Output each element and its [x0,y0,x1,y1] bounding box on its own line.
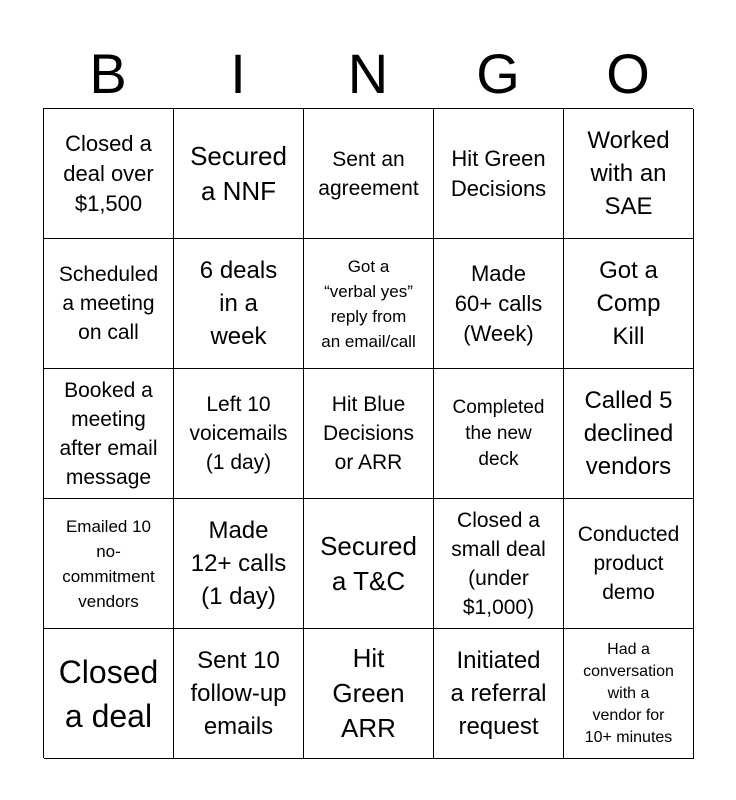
bingo-cell-r4-c3[interactable] [434,629,564,759]
cell-text: Made 12+ calls (1 day) [190,517,287,610]
cell-text: Left 10 voicemails (1 day) [189,393,288,474]
bingo-cell-r1-c1[interactable] [174,239,304,369]
cell-text: Conducted product demo [577,523,680,604]
bingo-cell-r0-c2[interactable] [304,109,434,239]
header-letter-n: N [347,42,389,105]
cell-text: Initiated a referral request [450,647,547,740]
cell-text: Sent an agreement [318,147,419,200]
bingo-cell-r1-c3[interactable] [434,239,564,369]
bingo-cell-r1-c2[interactable] [304,239,434,369]
bingo-cell-r3-c3[interactable] [434,499,564,629]
bingo-cell-r4-c4[interactable] [564,629,694,759]
header-letter-i: I [230,42,246,105]
bingo-cell-r3-c1[interactable] [174,499,304,629]
bingo-cell-r0-c3[interactable] [434,109,564,239]
cell-text: Made 60+ calls (Week) [454,260,543,346]
cell-text: Closed a deal over $1,500 [63,130,154,216]
cell-text: Hit Blue Decisions or ARR [322,393,415,474]
cell-text: Had a conversation with a vendor for 10+ minutes [583,640,674,746]
header-letter-b: B [89,42,127,105]
cell-text: Worked with an SAE [587,127,670,220]
bingo-cell-r2-c4[interactable] [564,369,694,499]
bingo-cell-r2-c2[interactable] [304,369,434,499]
cell-text: Scheduled a meeting on call [58,263,159,344]
cell-text: Sent 10 follow-up emails [190,647,287,740]
bingo-header [43,40,693,108]
cell-text: Hit Green Decisions [450,145,547,201]
bingo-board [43,108,693,758]
bingo-cell-r1-c4[interactable] [564,239,694,369]
bingo-cell-r0-c4[interactable] [564,109,694,239]
bingo-cell-r2-c1[interactable] [174,369,304,499]
bingo-cell-r0-c0[interactable] [44,109,174,239]
bingo-cell-r3-c2[interactable] [304,499,434,629]
cell-text: Secured a T&C [320,530,417,596]
cell-text: Hit Green ARR [332,643,405,743]
cell-text: Closed a deal [58,653,159,734]
cell-text: Booked a meeting after email message [59,378,158,489]
cell-text: Completed the new deck [452,396,545,470]
cell-text: 6 deals in a week [199,257,278,350]
header-letter-g: G [476,42,520,105]
bingo-cell-r2-c3[interactable] [434,369,564,499]
bingo-cell-r0-c1[interactable] [174,109,304,239]
cell-text: Closed a small deal (under $1,000) [451,508,546,619]
cell-text: Emailed 10 no- commitment vendors [62,516,155,611]
cell-text: Called 5 declined vendors [583,387,674,480]
bingo-cell-r1-c0[interactable] [44,239,174,369]
bingo-cell-r2-c0[interactable] [44,369,174,499]
cell-text: Secured a NNF [190,140,287,206]
bingo-cell-r3-c0[interactable] [44,499,174,629]
bingo-cell-r4-c2[interactable] [304,629,434,759]
cell-text: Got a Comp Kill [596,257,661,350]
bingo-cell-r4-c0[interactable] [44,629,174,759]
bingo-cell-r3-c4[interactable] [564,499,694,629]
cell-text: Got a “verbal yes” reply from an email/call [321,256,416,351]
bingo-cell-r4-c1[interactable] [174,629,304,759]
header-letter-o: O [606,42,650,105]
